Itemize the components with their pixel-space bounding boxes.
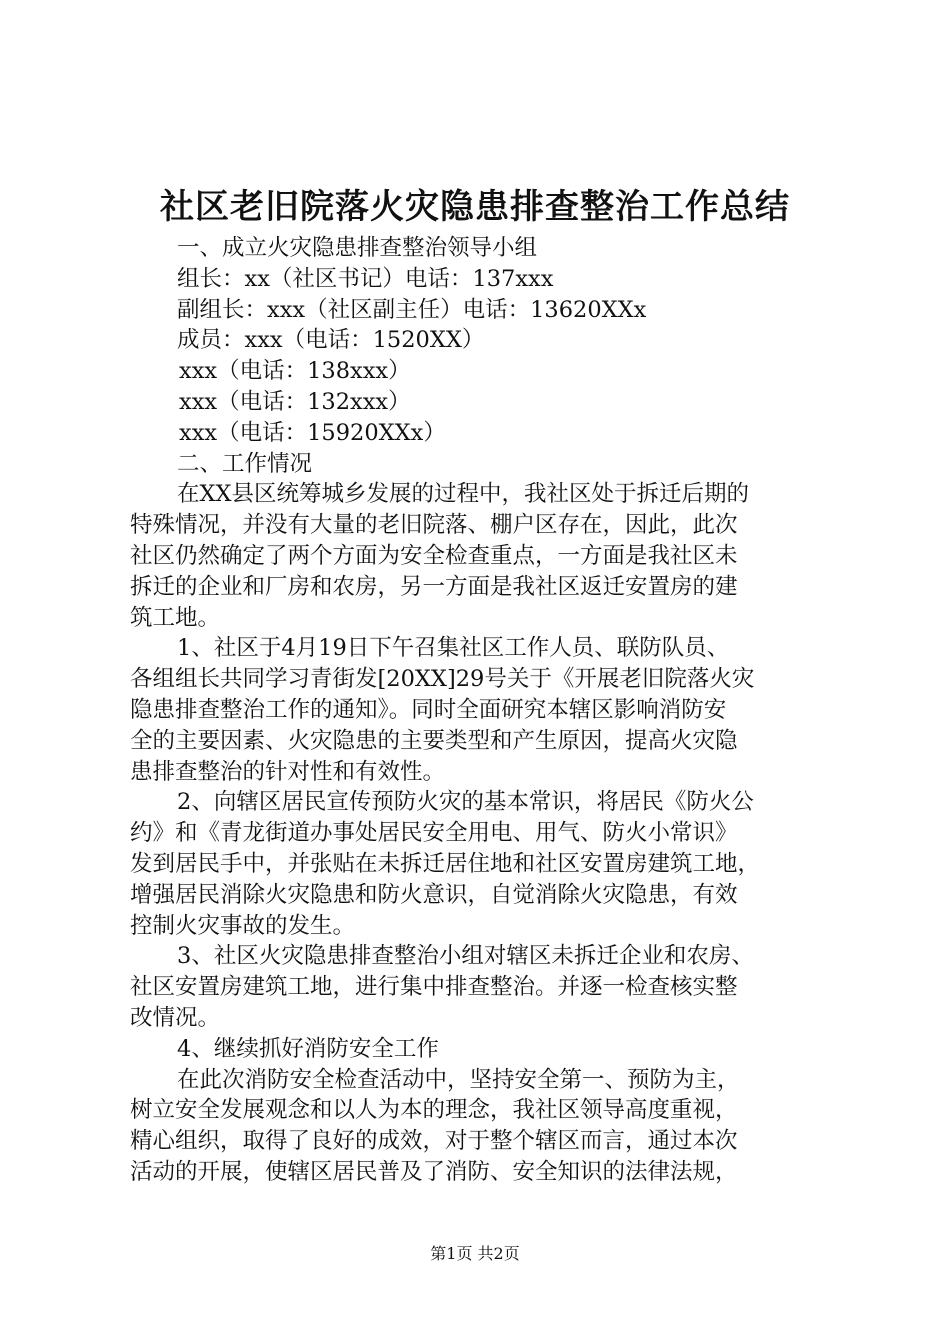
paragraph-line: 改情况。	[130, 1004, 221, 1031]
paragraph-line: 拆迁的企业和厂房和农房，另一方面是我社区返迁安置房的建	[130, 573, 738, 600]
paragraph-line: 树立安全发展观念和以人为本的理念，我社区领导高度重视，	[130, 1097, 738, 1124]
paragraph-line: 在XX县区统筹城乡发展的过程中，我社区处于拆迁后期的	[177, 481, 750, 508]
paragraph	[130, 1034, 830, 1065]
member-line: xxx（电话：138xxx）	[179, 358, 411, 385]
section-heading-2: 二、工作情况	[177, 450, 313, 477]
section-heading-1: 一、成立火灾隐患排查整治领导小组	[177, 235, 538, 261]
paragraph-line: 筑工地。	[130, 604, 221, 631]
document-body	[130, 233, 830, 1188]
paragraph-line: 各组组长共同学习青街发[20XX]29号关于《开展老旧院落火灾	[130, 666, 755, 693]
paragraph-line: 控制火灾事故的发生。	[130, 912, 356, 939]
paragraph-line: 3、社区火灾隐患排查整治小组对辖区未拆迁企业和农房、	[177, 943, 754, 970]
paragraph	[130, 633, 830, 787]
paragraph	[130, 941, 830, 1033]
paragraph-line: 约》和《青龙街道办事处居民安全用电、用气、防火小常识》	[130, 820, 738, 847]
paragraph-line: 社区安置房建筑工地，进行集中排查整治。并逐一检查核实整	[130, 974, 738, 1001]
member-line: xxx（电话：15920XXx）	[179, 419, 446, 446]
paragraph-line: 活动的开展，使辖区居民普及了消防、安全知识的法律法规，	[130, 1158, 738, 1185]
paragraph-line: 隐患排查整治工作的通知》。同时全面研究本辖区影响消防安	[130, 696, 727, 723]
paragraph-line: 社区仍然确定了两个方面为安全检查重点，一方面是我社区未	[130, 542, 738, 569]
paragraph-line: 全的主要因素、火灾隐患的主要类型和产生原因，提高火灾隐	[130, 727, 738, 754]
paragraph-line: 患排查整治的针对性和有效性。	[130, 758, 446, 785]
paragraph-line: 增强居民消除火灾隐患和防火意识，自觉消除火灾隐患，有效	[130, 881, 738, 908]
paragraph-line: 1、社区于4月19日下午召集社区工作人员、联防队员、	[177, 635, 730, 662]
paragraph	[130, 479, 830, 633]
member-line: xxx（电话：132xxx）	[179, 388, 411, 415]
paragraph-line: 在此次消防安全检查活动中，坚持安全第一、预防为主，	[177, 1066, 740, 1093]
paragraph-line: 精心组织，取得了良好的成效，对于整个辖区而言，通过本次	[130, 1128, 738, 1155]
paragraph-line: 发到居民手中，并张贴在未拆迁居住地和社区安置房建筑工地，	[130, 850, 761, 877]
document-title: 社区老旧院落火灾隐患排查整治工作总结	[160, 187, 790, 227]
member-line: 成员：xxx（电话：1520XX）	[177, 327, 485, 354]
paragraph	[130, 787, 830, 941]
paragraph-line: 4、继续抓好消防安全工作	[177, 1035, 439, 1062]
paragraph	[130, 1065, 830, 1188]
deputy-leader-line: 副组长：xxx（社区副主任）电话：13620XXx	[177, 296, 647, 323]
paragraph-line: 2、向辖区居民宣传预防火灾的基本常识，将居民《防火公	[177, 789, 754, 816]
paragraph-line: 特殊情况，并没有大量的老旧院落、棚户区存在，因此，此次	[130, 512, 738, 539]
page-footer: 第1页 共2页	[430, 1244, 520, 1263]
leader-line: 组长：xx（社区书记）电话：137xxx	[177, 265, 554, 292]
